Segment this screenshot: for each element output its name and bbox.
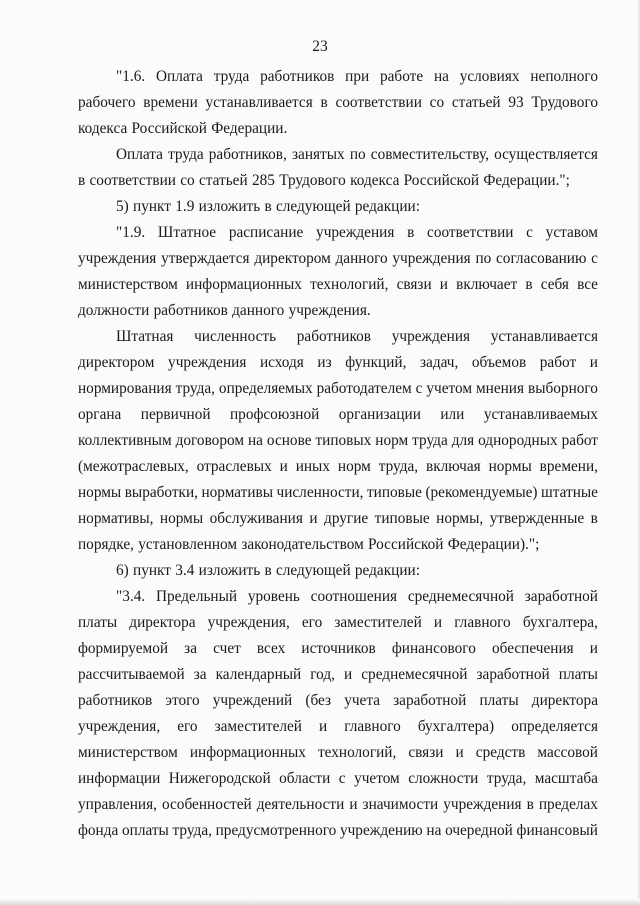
text-line: Штатная численность работников учреждения устанавливается xyxy=(116,328,598,345)
text-line: учреждения, его заместителей и главного бухгалтера) определяется xyxy=(78,718,598,735)
text-line: рассчитываемой за календарный год, и среднемесячной заработной платы xyxy=(78,666,598,683)
text-line: рабочего времени устанавливается в соответствии со статьей 93 Трудового xyxy=(78,94,598,111)
page-bottom-edge xyxy=(0,899,640,905)
text-line: управления, особенностей деятельности и значимости учреждения в пределах xyxy=(78,796,598,813)
text-line: "1.6. Оплата труда работников при работе на условиях неполного xyxy=(116,68,598,85)
text-line: нормы выработки, нормативы численности, типовые (рекомендуемые) штатные xyxy=(78,484,598,501)
text-line: нормирования труда, определяемых работодателем с учетом мнения выборного xyxy=(78,380,598,397)
text-line: работников этого учреждений (без учета заработной платы директора xyxy=(78,692,598,709)
text-line: коллективным договором на основе типовых норм труда для однородных работ xyxy=(78,432,598,449)
text-line: нормативы, нормы обслуживания и другие типовые нормы, утвержденные в xyxy=(78,510,598,527)
text-line: "1.9. Штатное расписание учреждения в соответствии с уставом xyxy=(116,224,598,241)
text-line: формируемой за счет всех источников финансового обеспечения и xyxy=(78,640,598,657)
text-line: 6) пункт 3.4 изложить в следующей редакции: xyxy=(116,562,420,579)
text-line: платы директора учреждения, его заместителей и главного бухгалтера, xyxy=(78,614,598,631)
text-line: (межотраслевых, отраслевых и иных норм труда, включая нормы времени, xyxy=(78,458,598,475)
text-line: информации Нижегородской области с учетом сложности труда, масштаба xyxy=(78,770,598,787)
text-line: министерством информационных технологий, связи и включает в себя все xyxy=(78,276,598,293)
text-line: 5) пункт 1.9 изложить в следующей редакции: xyxy=(116,198,420,215)
text-line: должности работников данного учреждения. xyxy=(78,302,371,319)
text-line: кодекса Российской Федерации. xyxy=(78,120,288,137)
document-body xyxy=(78,64,598,844)
text-line: учреждения утверждается директором данного учреждения по согласованию с xyxy=(78,250,598,267)
text-line: "3.4. Предельный уровень соотношения среднемесячной заработной xyxy=(116,588,598,605)
text-line: министерством информационных технологий, связи и средств массовой xyxy=(78,744,598,761)
text-line: в соответствии со статьей 285 Трудового кодекса Российской Федерации."; xyxy=(78,172,570,189)
text-line: органа первичной профсоюзной организации или устанавливаемых xyxy=(78,406,598,423)
text-line: фонда оплаты труда, предусмотренного учреждению на очередной финансовый xyxy=(78,822,598,839)
text-line: порядке, установленном законодательством Российской Федерации)."; xyxy=(78,536,540,553)
page-number: 23 xyxy=(312,38,328,55)
text-line: Оплата труда работников, занятых по совместительству, осуществляется xyxy=(116,146,598,163)
text-line: директором учреждения исходя из функций, задач, объемов работ и xyxy=(78,354,598,371)
